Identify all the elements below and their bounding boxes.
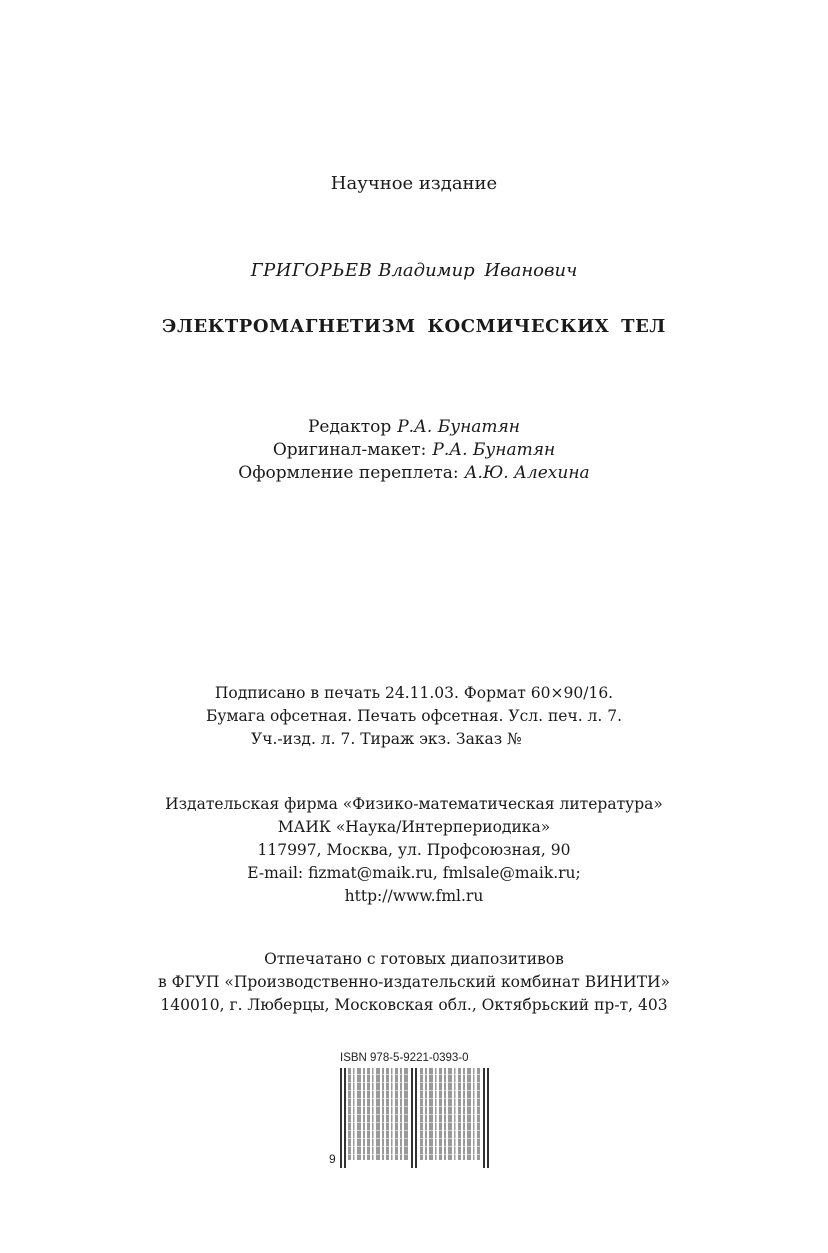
printer-line: Отпечатано с готовых диапозитивов bbox=[264, 950, 564, 968]
book-title: ЭЛЕКТРОМАГНЕТИЗМ КОСМИЧЕСКИХ ТЕЛ bbox=[162, 316, 666, 337]
credit-name: Р.А. Бунатян bbox=[432, 440, 556, 460]
credit-editor bbox=[0, 416, 828, 439]
credit-name: А.Ю. Алехина bbox=[464, 463, 590, 483]
print-info-block bbox=[0, 682, 828, 751]
edition-type: Научное издание bbox=[330, 173, 498, 194]
credits-block bbox=[0, 416, 828, 485]
publisher-name: Издательская фирма «Физико-математическая литература» bbox=[165, 795, 663, 813]
author bbox=[0, 260, 828, 281]
publisher-website: http://www.fml.ru bbox=[344, 887, 484, 905]
credit-name: Р.А. Бунатян bbox=[397, 417, 521, 437]
barcode-leading-digit: 9 bbox=[329, 1152, 336, 1166]
credit-layout bbox=[0, 439, 828, 462]
credit-role: Оригинал-макет: bbox=[272, 440, 427, 460]
isbn-label: ISBN 978-5-9221-0393-0 bbox=[340, 1052, 469, 1064]
author-given-names: Владимир Иванович bbox=[378, 260, 578, 281]
publisher-block bbox=[0, 793, 828, 908]
printer-line: в ФГУП «Производственно-издательский комбинат ВИНИТИ» bbox=[157, 973, 671, 991]
credit-role: Оформление переплета: bbox=[238, 463, 459, 483]
author-surname: ГРИГОРЬЕВ bbox=[250, 260, 373, 281]
print-info-line: Подписано в печать 24.11.03. Формат 60×90/16. bbox=[214, 684, 614, 702]
publisher-address: 117997, Москва, ул. Профсоюзная, 90 bbox=[257, 841, 571, 859]
publisher-email: E-mail: fizmat@maik.ru, fmlsale@maik.ru; bbox=[247, 864, 581, 882]
printer-block bbox=[0, 948, 828, 1017]
barcode-image bbox=[339, 1068, 491, 1168]
publisher-parent: МАИК «Наука/Интерпериодика» bbox=[277, 818, 551, 836]
print-info-line: Бумага офсетная. Печать офсетная. Усл. печ. л. 7. bbox=[205, 707, 623, 725]
credit-role: Редактор bbox=[307, 417, 392, 437]
printer-line: 140010, г. Люберцы, Московская обл., Октябрьский пр-т, 403 bbox=[160, 996, 668, 1014]
credit-cover-design bbox=[0, 462, 828, 485]
print-info-line: Уч.-изд. л. 7. Тираж экз. Заказ № bbox=[251, 730, 522, 748]
